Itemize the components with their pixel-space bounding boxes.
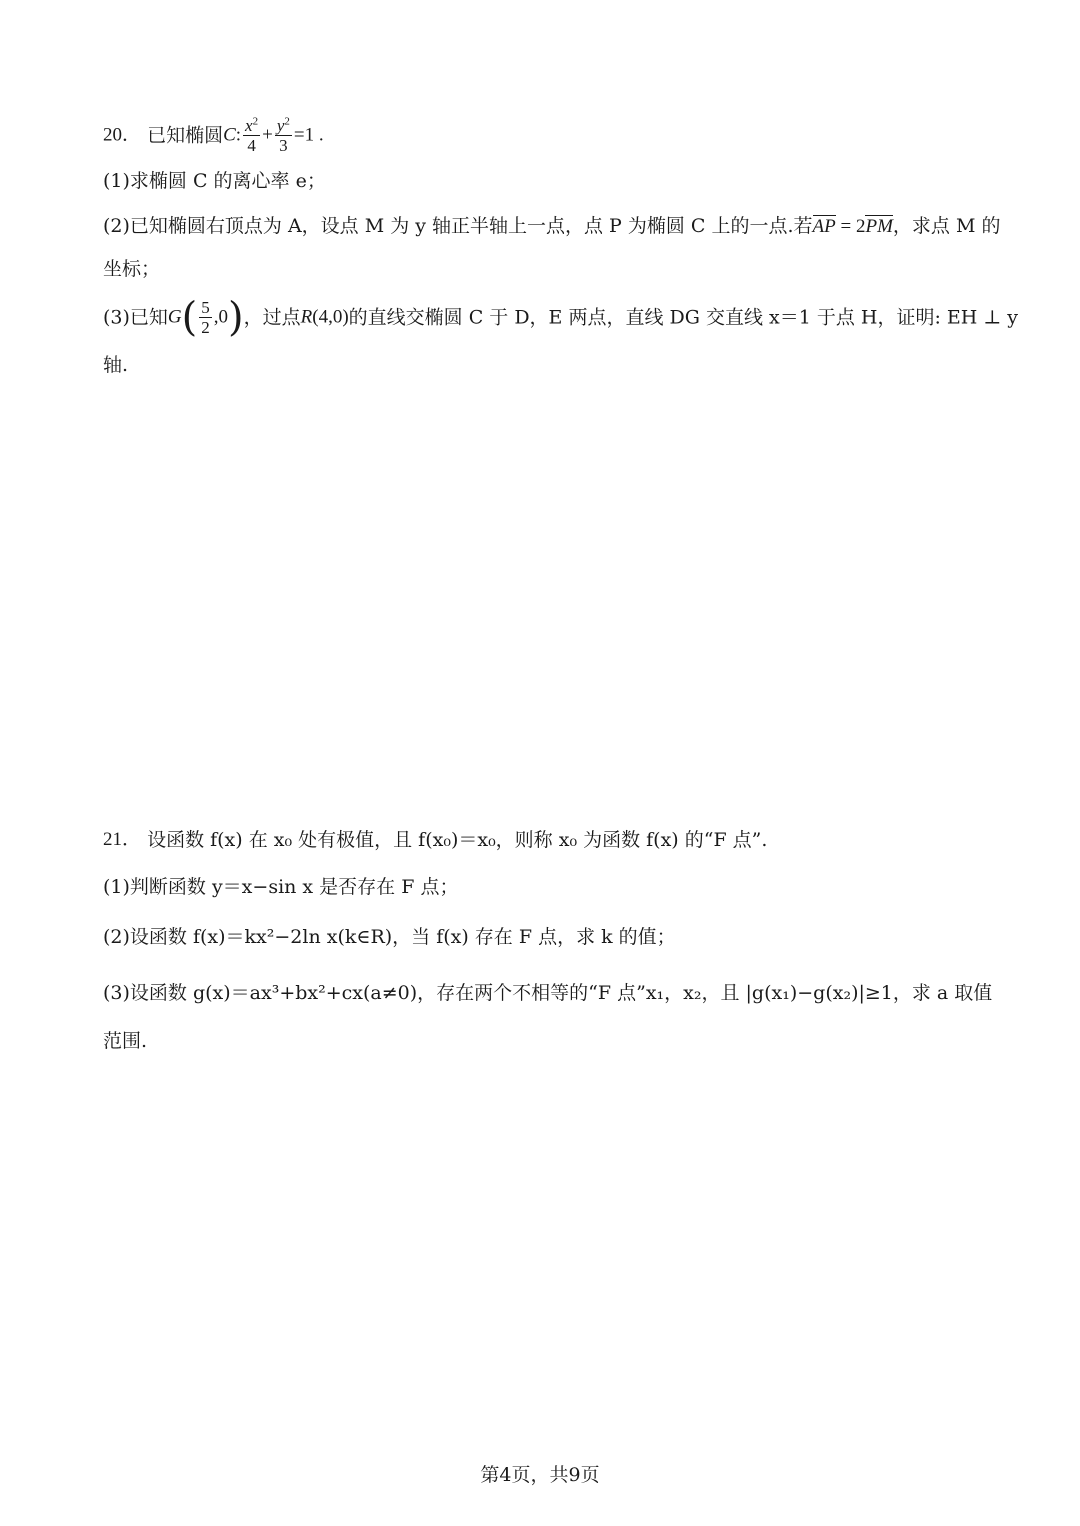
q20-number: 20．	[103, 124, 142, 146]
q20-part3-tail: 的直线交椭圆 C 于 D，E 两点，直线 DG 交直线 x＝1 于点 H，证明: EH ⊥ y	[348, 306, 1018, 329]
q20-part3-mid: ，过点	[243, 306, 301, 329]
q21-stem-text: 设函数 f(x) 在 x₀ 处有极值，且 f(x₀)＝x₀，则称 x₀ 为函数 f(x) 的“F 点”.	[147, 829, 768, 851]
ellipse-equation: C	[223, 124, 236, 146]
q20-part2-line2: 坐标；	[103, 258, 161, 280]
q20-part3-line2: 轴.	[103, 354, 129, 376]
q20-part3-line1: (3)已知G( $\frac{5}{2}$ ,0)，过点R(4,0)的直线交椭圆 C 于 D，E 两点，直线 DG 交直线 x＝1 于点 H，证明: EH ⊥ y	[103, 294, 1018, 341]
point-G: G	[167, 306, 182, 328]
q21-number: 21．	[103, 829, 142, 850]
x-squared-over-4: $\frac{x^2}{4}$	[245, 115, 259, 155]
q20-part2-tail: ，求点 M 的	[892, 215, 1001, 237]
y-squared-over-3: $\frac{y^2}{3}$	[276, 115, 290, 155]
vector-equation: AP = 2PM	[812, 215, 893, 237]
q20-stem-text: 已知椭圆	[147, 124, 224, 147]
q20-part2-text: (2)已知椭圆右顶点为 A，设点 M 为 y 轴正半轴上一点，点 P 为椭圆 C 上的一点.若	[103, 215, 813, 237]
five-halves: $\frac{5}{2}$	[201, 298, 210, 337]
q21-stem	[103, 824, 983, 855]
q21-part3-line2: 范围.	[103, 1030, 148, 1052]
q20-part3-prefix: (3)已知	[103, 306, 168, 329]
q20-part1: (1)求椭圆 C 的离心率 e；	[103, 170, 326, 192]
q21-part1: (1)判断函数 y＝x−sin x 是否存在 F 点；	[103, 876, 459, 898]
point-R: R	[300, 306, 313, 328]
page-footer: 第4页，共9页	[480, 1464, 600, 1486]
q21-part3-line1: (3)设函数 g(x)＝ax³+bx²+cx(a≠0)，存在两个不相等的“F 点”x₁，x₂，且 |g(x₁)−g(x₂)|≥1，求 a 取值	[103, 982, 993, 1004]
q20-part2-line1	[103, 210, 1001, 242]
q21-part2: (2)设函数 f(x)＝kx²−2ln x(k∈R)，当 f(x) 存在 F 点，求 k 的值；	[103, 926, 676, 948]
q20-stem: 20． 已知椭圆C: $\frac{x^2}{4}$ + $\frac{y^2}{3}$ =1 .	[103, 115, 324, 155]
